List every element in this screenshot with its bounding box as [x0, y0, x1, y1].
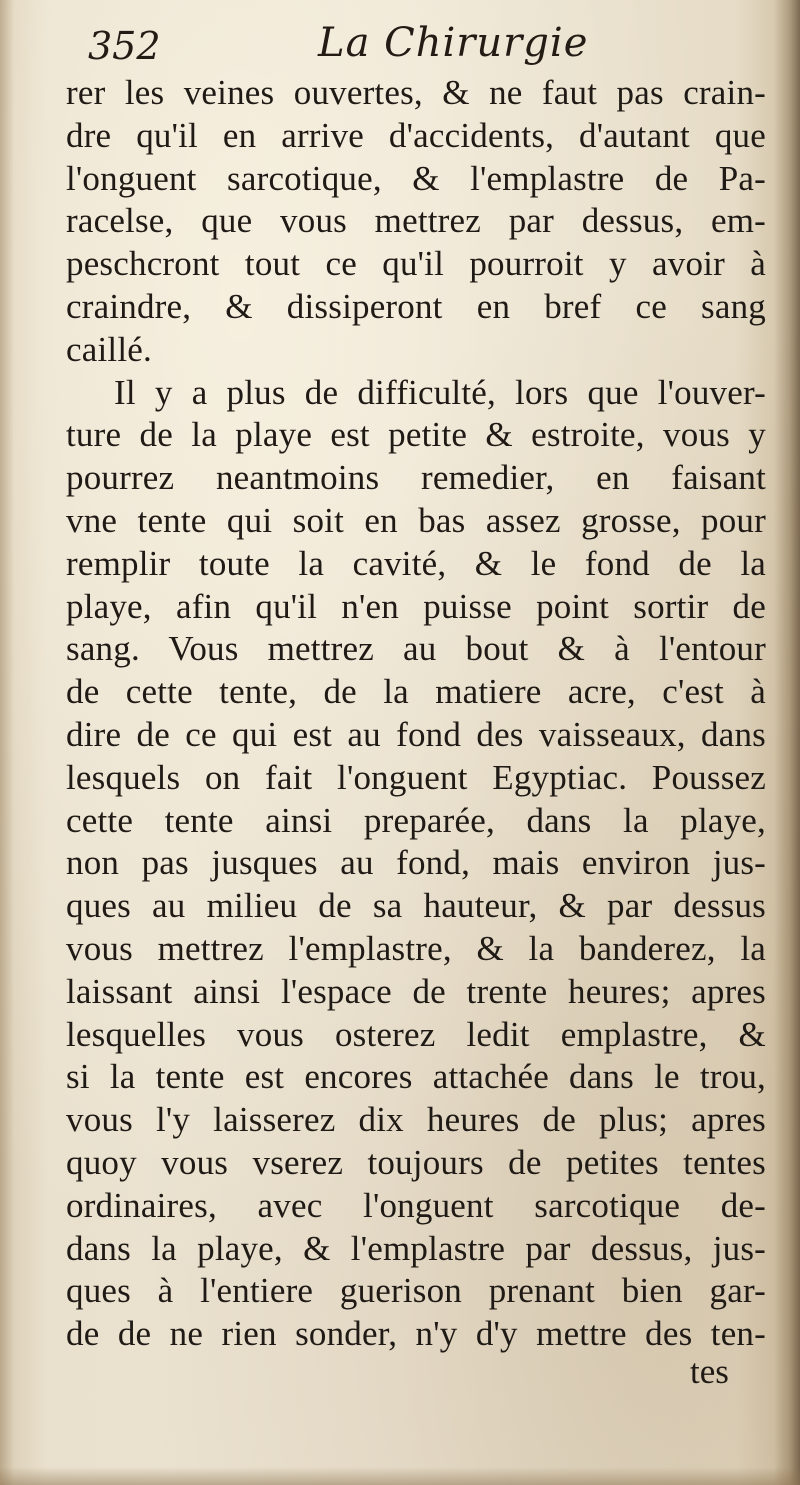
page-gutter-shadow: [774, 0, 800, 1485]
text-line: rer les veines ouvertes, & ne faut pas crain-: [66, 73, 766, 112]
text-line: playe, afin qu'il n'en puisse point sortir de: [66, 586, 766, 626]
text-line: vne tente qui soit en bas assez grosse, pour: [66, 500, 766, 540]
text-line: vous l'y laisserez dix heures de plus; apres: [66, 1100, 766, 1140]
text-line: pourrez neantmoins remedier, en faisant: [66, 458, 766, 498]
catchword: tes: [690, 1352, 729, 1391]
text-line: l'onguent sarcotique, & l'emplastre de Pa-: [66, 158, 766, 198]
text-line: dire de ce qui est au fond des vaisseaux, dans: [66, 714, 766, 754]
text-line: remplir toute la cavité, & le fond de la: [66, 543, 766, 583]
text-line: cette tente ainsi preparée, dans la playe,: [66, 800, 766, 840]
text-line: ordinaires, avec l'onguent sarcotique de-: [66, 1185, 766, 1225]
text-line: dre qu'il en arrive d'accidents, d'autant que: [66, 115, 766, 155]
text-line: ques à l'entiere guerison prenant bien gar-: [66, 1271, 766, 1311]
body-text: [66, 72, 766, 1356]
text-line: ques au milieu de sa hauteur, & par dessus: [66, 886, 766, 926]
running-title: La Chirurgie: [318, 20, 589, 66]
page-left-edge-shading: [0, 0, 14, 1485]
text-line: quoy vous vserez toujours de petites tentes: [66, 1142, 766, 1182]
text-line: si la tente est encores attachée dans le trou,: [66, 1057, 766, 1097]
paragraph-start-line: Il y a plus de difficulté, lors que l'ouver-: [114, 372, 766, 412]
text-line: racelse, que vous mettrez par dessus, em-: [66, 201, 766, 241]
text-line: de de ne rien sonder, n'y d'y mettre des ten-: [66, 1314, 766, 1354]
text-line: caillé.: [66, 329, 152, 369]
text-line: peschcront tout ce qu'il pourroit y avoir à: [66, 244, 766, 284]
page-number: 352: [88, 24, 161, 68]
text-line: de cette tente, de la matiere acre, c'est à: [66, 672, 766, 712]
text-line: non pas jusques au fond, mais environ jus-: [66, 843, 766, 883]
text-line: lesquelles vous osterez ledit emplastre, &: [66, 1014, 766, 1054]
text-line: lesquels on fait l'onguent Egyptiac. Poussez: [66, 757, 766, 797]
text-line: laissant ainsi l'espace de trente heures; apres: [66, 971, 766, 1011]
text-line: ture de la playe est petite & estroite, vous y: [66, 415, 766, 455]
text-line: sang. Vous mettrez au bout & à l'entour: [66, 629, 766, 669]
page-header: [88, 20, 768, 80]
text-line: dans la playe, & l'emplastre par dessus, jus-: [66, 1228, 766, 1268]
text-line: craindre, & dissiperont en bref ce sang: [66, 286, 766, 326]
page-bottom-edge-shading: [0, 1467, 800, 1485]
text-line: vous mettrez l'emplastre, & la banderez, la: [66, 928, 766, 968]
